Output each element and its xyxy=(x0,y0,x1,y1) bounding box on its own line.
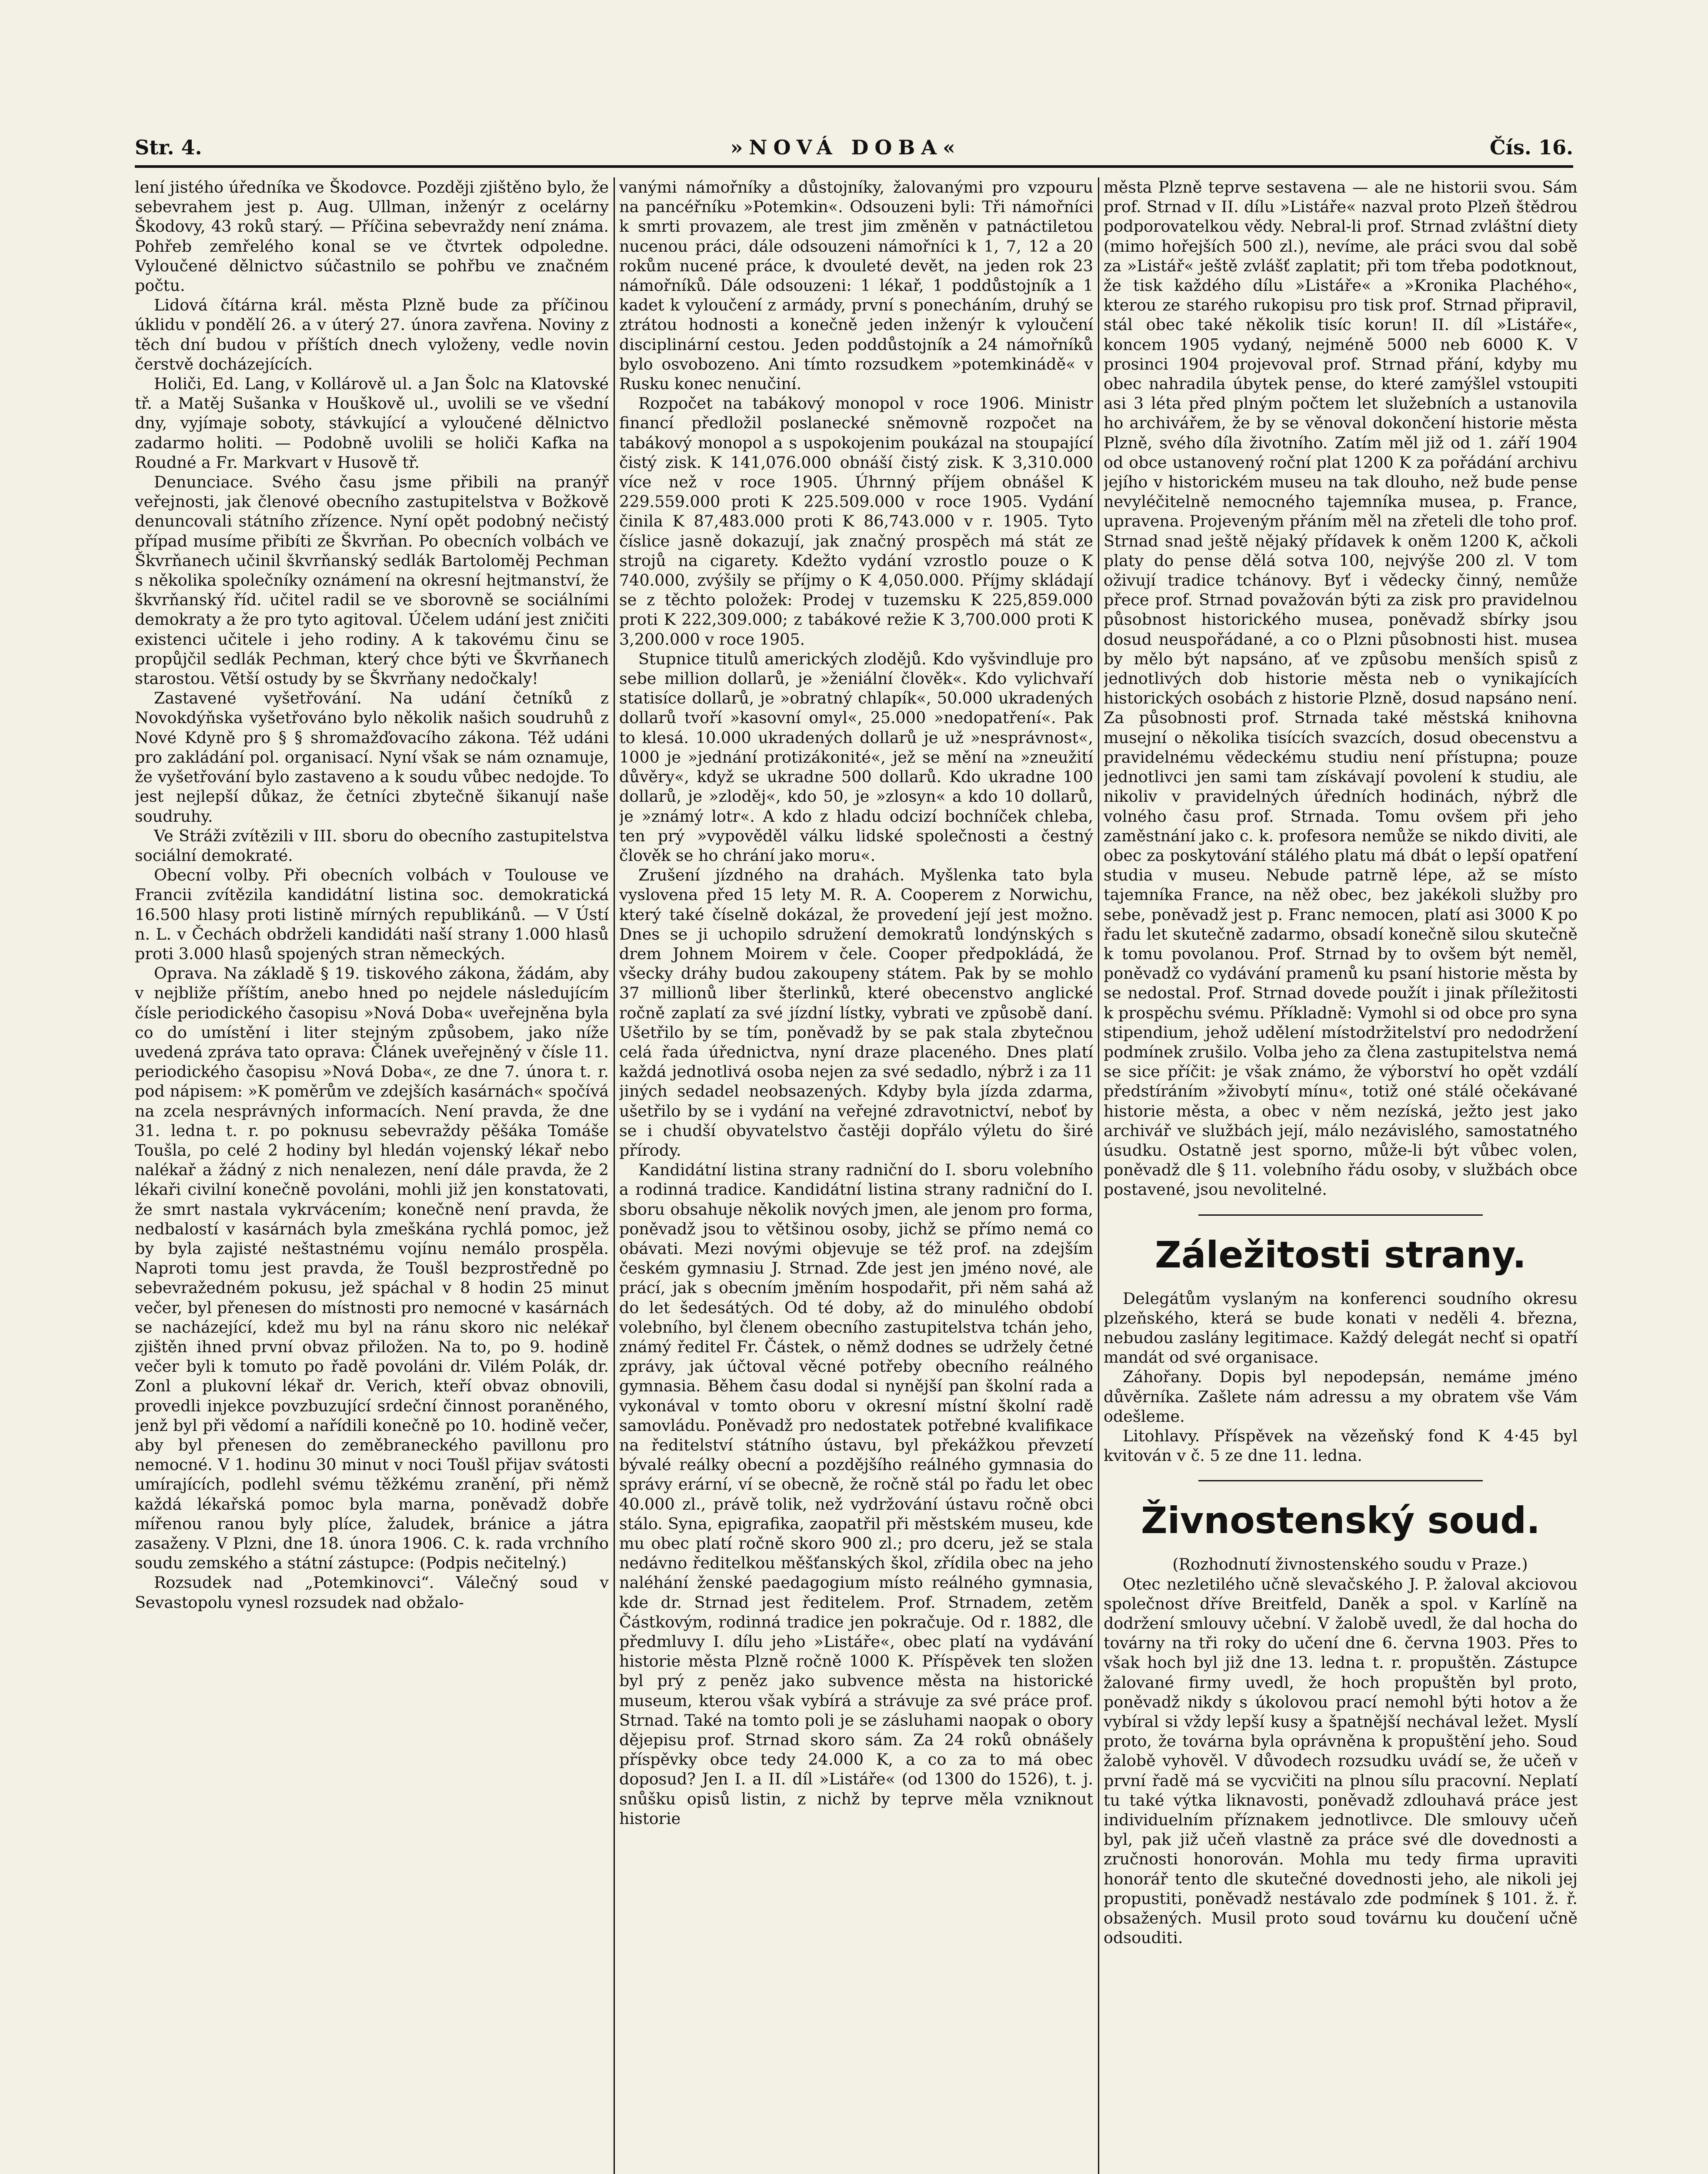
article-paragraph: Ve Stráži zvítězili v III. sboru do obecního zastupitelstva sociální demokraté. xyxy=(135,826,609,865)
party-notice: Delegátům vyslaným na konferenci soudního okresu plzeňského, která se bude konati v neděli 4. března, nebudou zaslány legitimace. Každý delegát nechť si opatří mandát od své organisace. xyxy=(1104,1289,1578,1367)
party-notice: Záhořany. Dopis byl nepodepsán, nemáme jméno důvěrníka. Zašlete nám adressu a my obratem vše Vám odešleme. xyxy=(1104,1367,1578,1426)
section-heading-court: Živnostenský soud. xyxy=(1141,1499,1541,1542)
article-paragraph: Rozsudek nad „Potemkinovci“. Válečný soud v Sevastopolu vynesl rozsudek nad obžalo- xyxy=(135,1573,609,1612)
article-paragraph: Holiči, Ed. Lang, v Kollárově ul. a Jan Šolc na Klatovské tř. a Matěj Sušanka v Houškově ul., uvolili se ve všední dny, vyjímaje soboty, stávkující a vyloučené dělnictvo zadarmo holiti. — Podobně uvolili se holiči Kafka na Roudné a Fr. Markvart v Husově tř. xyxy=(135,374,609,472)
article-paragraph: Oprava. Na základě § 19. tiskového zákona, žádám, aby v nejbliže příštím, anebo hned po nejdele následujícím čísle periodického časopisu »Nová Doba« uveřejněna byla co do umístění i liter stejným způsobem, jako níže uvedená zpráva tato oprava: Článek uveřejněný v čísle 11. periodického časopisu »Nová Doba«, ze dne 7. února t. r. pod nápisem: »K poměrům ve zdejších kasárnách« spočívá na zcela nesprávných informacích. Není pravda, že dne 31. ledna t. r. po poknusu sebevraždy pěšáka Tomáše Toušla, po celé 2 hodiny byl hledán vojenský lékař nebo nalékař a žádný z nich nenalezen, není dále pravda, že 2 lékaři civilní konečně povoláni, mohli již jen konstatovati, že smrt nastala vykrvácením; konečně není pravda, že nedbalostí v kasárnách byla zmeškána rychlá pomoc, jež by byla zajisté neštastnému vojínu nemálo prospěla. Naproti tomu jest pravda, že Toušl bezprostředně po sebevražedném pokusu, jež spáchal v 8 hodin 25 minut večer, byl přenesen do místnosti pro nemocné v kasárnách se nacházející, kdež mu byl na ránu skoro nic nelékař zjištěn ihned první obvaz přiložen. Na to, po 9. hodině večer byli k tomuto po řadě povoláni dr. Vilém Polák, dr. Zonl a plukovní lékař dr. Verich, kteří obvaz obnovili, provedli injekce povzbuzující srdeční činnost poraněného, jenž byl při vědomí a nařídili konečně po 10. hodině večer, aby byl přenesen do zeměbraneckého pavillonu pro nemocné. V 1. hodinu 30 minut v noci Toušl přijav svátosti umírajících, podlehl svému těžkému zranění, při němž každá lékařská pomoc byla marna, poněvadž dobře mířenou ranou byly plíce, žaludek, bránice a játra zasaženy. V Plzni, dne 18. února 1906. C. k. rada vrchního soudu zemského a státní zástupce: (Podpis nečitelný.) xyxy=(135,964,609,1573)
court-text: Otec nezletilého učně slevačského J. P. žaloval akciovou společnost dříve Breitfeld, Daněk a spol. v Karlíně na dodržení smlouvy učební. V žalobě uvedl, že dal hocha do továrny na tři roky do učení dne 6. června 1903. Přes to však hoch byl již dne 13. ledna t. r. propuštěn. Zástupce žalované firmy uvedl, že hoch propuštěn byl proto, poněvadž nikdy s úkolovou prací nemohl býti hotov a že vybíral si vždy lepší kusy a špatnější nechával ležet. Myslí proto, že továrna byla oprávněna k propuštění jeho. Soud žalobě vyhověl. V důvodech rozsudku uvádí se, že učeň v první řadě má se vycvičiti na plnou sílu pracovní. Neplatí tu také výtka liknavosti, poněvadž zdlouhavá práce jest individuelním příznakem jednotlivce. Dle smlouvy učeň byl, pak již učeň vlastně za práce své dle dovednosti a zručnosti honorován. Mohla mu tedy firma upraviti honorář tento dle skutečné dovednosti jeho, ale nikoli jej propustiti, poněvadž nestávalo zde podmínek § 101. ž. ř. obsažených. Musil proto soud továrnu ku doučení učně odsouditi. xyxy=(1104,1574,1578,1947)
article-paragraph: Denunciace. Svého času jsme přibili na pranýř veřejnosti, jak členové obecního zastupitelstva v Božkově denuncovali státního zřízence. Nyní opět podobný nečistý případ musíme přibíti ze Škvrňan. Po obecních volbách ve Škvrňanech učinil škvrňanský sedlák Bartoloměj Pechman s několika společníky oznámení na okresní hejtmanství, že škvrňanský říd. učitel radil se ve sborovně se sociálními demokraty a že pro tyto agitoval. Účelem udání jest zničiti existenci učitele i jeho rodiny. A k takovému činu se propůjčil sedlák Pechman, který chce býti ve Škvrňanech starostou. Větší ostudy by se Škvrňany nedočkaly! xyxy=(135,473,609,688)
column-3 xyxy=(1104,177,1578,2174)
header-rule xyxy=(135,165,1573,168)
article-paragraph: města Plzně teprve sestavena — ale ne historii svou. Sám prof. Strnad v II. dílu »Listáře« nazval proto Plzeň štědrou podporovatelkou vědy. Nebral-li prof. Strnad zvláštní diety (mimo hořejších 500 zl.), nevíme, ale práci svou dal sobě za »Listář« ještě zvlášť zaplatit; při tom třeba podotknout, že tisk každého dílu »Listáře« a »Kronika Plachého«, kterou ze starého rukopisu pro tisk prof. Strnad připravil, stál obec také několik tisíc korun! II. díl »Listáře«, koncem 1905 vydaný, nejméně 5000 neb 6000 K. V prosinci 1904 projevoval prof. Strnad přání, kdyby mu obec nahradila úbytek pense, do které zamýšlel vstoupiti asi 3 léta před plným počtem let služebních a ustanovila ho archivářem, že by se věnoval dokončení historie města Plzně, svého díla životního. Zatím měl již od 1. září 1904 od obce ustanovený roční plat 1200 K za pořádání archivu jejího v historickém museu na tak dlouho, než bude pense nevyléčitelně nemocného tajemníka musea, p. France, upravena. Projeveným přáním měl na zřeteli dle toho prof. Strnad snad ještě nějaký přídavek k oněm 1200 K, ačkoli platy do pense dělá sotva 100, nejvýše 200 zl. V tom oživují tradice tchánovy. Byť i vědecky činný, nemůže přece prof. Strnad považován býti za zisk pro pravidelnou působnost historického musea, poněvadž sbírky jsou dosud neuspořádané, a co o Plzni působnosti hist. musea by mělo být napsáno, ať ve způsobu menších spisů z jednotlivých dob historie města neb o vynikajících historických osobách z historie Plzně, dosud napsáno není. Za působnosti prof. Strnada také městská knihovna musejní o několika tisících svazcích, dosud obecenstvu a pravidelnému vědeckému studiu není přístupna; pouze jednotlivci jen sami tam získávají povolení k studiu, ale nikoliv v pravidelných úředních hodinách, nýbrž dle volného času prof. Strnada. Tomu ovšem při jeho zaměstnání jako c. k. profesora nemůže se nikdo diviti, ale obec za poskytování stálého platu má dbát o lepší opatření studia v museu. Nebude patrně lépe, až se místo tajemníka France, na něž obec, bez jakékoli služby pro sebe, poněvadž jest p. Franc nemocen, platí asi 3000 K po řadu let skutečně zadarmo, obsadí konečně silou skutečně k tomu povolanou. Prof. Strnad by to ovšem být neměl, poněvadž co vydávání pramenů ku psaní historie města by se nedostal. Prof. Strnad dovede použít i jinak příležitosti k prospěchu svému. Příkladně: Vymohl si od obce pro syna stipendium, jehož udělení místodržitelství pro nedodržení podmínek zrušilo. Volba jeho za člena zastupitelstva nemá se sice příčit: je však známo, že výborství ho opět vzdálí předstíráním »živobytí mínu«, totiž oné stálé očekávané historie města, a obec v něm nezíská, ježto jest jako archivář ve službách její, málo nezávislého, samostatného úsudku. Ostatně jest sporno, může-li být vůbec volen, poněvadž dle § 11. volebního řádu osoby, v službách obce postavené, jsou nevolitelné. xyxy=(1104,178,1578,1199)
article-paragraph: Kandidátní listina strany radniční do I. sboru volebního a rodinná tradice. Kandidátní listina strany radniční do I. sboru obsahuje několik nových jmen, ale jenom pro forma, poněvadž jsou to většinou osoby, jichž se přímo nemá co obávati. Mezi novými objevuje se též prof. na zdejším českém gymnasiu J. Strnad. Zde jest jen jméno nové, ale prácí, jak s obecním jměním hospodařit, při něm sahá až do let šedesátých. Od té doby, až do minulého období volebního, byl členem obecního zastupitelstva tchán jeho, známý ředitel Fr. Částek, o němž dodnes se udržely četné zprávy, jak účtoval věcné potřeby obecního reálného gymnasia. Během času dodal si nynější pan školní rada a vykonával v tomto oboru v okresní místní školní radě samovládu. Poněvadž pro nedostatek potřebné kvalifikace na ředitelství státního ústavu, byl překážkou převzetí bývalé reálky obecní a pozdějšího reálného gymnasia do správy erární, ví se obecně, že ročně stál po řadu let obec 40.000 zl., právě tolik, než vydržování ústavu ročně obci stálo. Syna, epigrafika, zaopatřil při městském museu, kde mu obec platí ročně skoro 900 zl.; pro dceru, jež se stala nedávno ředitelkou měšťanských škol, zřídila obec na jeho naléhání ženské paedagogium místo reálného gymnasia, kde dr. Strnad jest ředitelem. Prof. Strnadem, zetěm Částkovým, rodinná tradice jen pokračuje. Od r. 1882, dle předmluvy I. dílu jeho »Listáře«, obec platí na vydávání historie města Plzně ročně 1000 K. Příspěvek ten složen byl prý z peněz jako subvence města na historické museum, kterou však vybírá a strávuje za své práce prof. Strnad. Také na tomto poli je se zásluhami naopak o obory dějepisu prof. Strnad skoro sám. Za 24 roků obnášely příspěvky obce tedy 24.000 K, a co za to má obec doposud? Jen I. a II. díl »Listáře« (od 1300 do 1526), t. j. snůšku opisů listin, z nichž by teprve měla vzniknout historie xyxy=(619,1160,1093,1828)
section-heading-party: Záležitosti strany. xyxy=(1154,1233,1527,1276)
section-divider xyxy=(1198,1214,1483,1216)
article-paragraph: Lidová čítárna král. města Plzně bude za příčinou úklidu v pondělí 26. a v úterý 27. února zavřena. Noviny z těch dní budou v příštích dnech vyloženy, vedle novin čerstvě docházejících. xyxy=(135,296,609,373)
column-divider xyxy=(614,177,615,2174)
article-paragraph: vanými námořníky a důstojníky, žalovanými pro vzpouru na pancéřníku »Potemkin«. Odsouzeni byli: Tři námořníci k smrti provazem, ale trest jim změněn v patnáctiletou nucenou práci, dále odsouzeni námořníci k 1, 7, 12 a 20 rokům nucené práce, k dvouleté devět, na jeden rok 23 námořníků. Dále odsouzeni: 1 lékař, 1 poddůstojník a 1 kadet k vyloučení z armády, první s ponecháním, druhý se ztrátou hodnosti a konečně jeden inženýr k vyloučení disciplinární cestou. Jeden poddůstojník a 24 námořníků bylo osvobozeno. Ani tímto rozsudkem »potemkinádě« v Rusku konec nenučiní. xyxy=(619,178,1093,393)
section-divider xyxy=(1198,1480,1483,1481)
article-paragraph: Stupnice titulů amerických zlodějů. Kdo vyšvindluje pro sebe million dollarů, je »ženiální člověk«. Kdo vylichvaří statisíce dollarů, je »obratný chlapík«, 50.000 ukradených dollarů tvoří »kasovní omyl«, 25.000 »nedopatření«. Pak to klesá. 10.000 ukradených dollarů je už »nesprávnost«, 1000 je »jednání protizákonité«, jež se mění na »zneužití důvěry«, když se ukradne 500 dollarů. Kdo ukradne 100 dollarů, je »zloděj«, kdo 50, je »zlosyn« a kdo 10 dollarů, je »známý lotr«. A kdo z hladu odcizí bochníček chleba, ten prý »vypověděl válku lidské společnosti a čestný člověk se ho chrání jako moru«. xyxy=(619,649,1093,865)
article-paragraph: Zastavené vyšetřování. Na udání četníků z Novokdýňska vyšetřováno bylo několik našich soudruhů z Nové Kdyně pro § § shromažďovacího zákona. Též udáni pro zakládání pol. organisací. Nyní však se nám oznamuje, že vyšetřování bylo zastaveno a k soudu vůbec nedojde. To jest nejlepší důkaz, že četníci zbytečně šikanují naše soudruhy. xyxy=(135,689,609,826)
article-paragraph: lení jistého úředníka ve Škodovce. Později zjištěno bylo, že sebevrahem jest p. Aug. Ullman, inženýr z ocelárny Škodovy, 43 roků starý. — Příčina sebevraždy není známa. Pohřeb zemřelého konal se ve čtvrtek odpoledne. Vyloučené dělnictvo súčastnilo se pohřbu ve značném počtu. xyxy=(135,178,609,295)
newspaper-title: »NOVÁ DOBA« xyxy=(730,136,961,159)
column-1 xyxy=(135,177,609,2174)
page-header xyxy=(135,129,1573,159)
column-2 xyxy=(619,177,1093,2174)
court-subtitle: (Rozhodnutí živnostenského soudu v Praze.) xyxy=(1172,1555,1528,1574)
article-paragraph: Zrušení jízdného na drahách. Myšlenka tato byla vyslovena před 15 lety M. R. A. Cooperem z Norwichu, který také číselně dokázal, že provedení její jest možno. Dnes se ji uchopilo sdružení demokratů londýnských s drem Johnem Moirem v čele. Cooper předpokládá, že všecky dráhy budou zakoupeny státem. Pak by se mohlo 37 millionů liber šterlinků, které obecenstvo anglické ročně zaplatí za své jízdní lístky, vybrati ve způsobě daní. Ušetřilo by se tím, poněvadž by se pak stala zbytečnou celá řada úřednictva, nyní draze placeného. Dnes platí každá jednotlivá osoba nejen za své sedadlo, nýbrž i za 11 jiných sedadel neobsazených. Kdyby byla jízda zdarma, ušetřilo by se i vydání na veřejné zdravotnictví, neboť by se i chudší obyvatelstvo častěji dopřálo výletu do širé přírody. xyxy=(619,866,1093,1160)
page-number: Str. 4. xyxy=(135,136,202,159)
party-notice: Litohlavy. Příspěvek na vězeňský fond K 4·45 byl kvitován v č. 5 ze dne 11. ledna. xyxy=(1104,1426,1578,1465)
article-paragraph: Rozpočet na tabákový monopol v roce 1906. Ministr financí předložil poslanecké sněmovně rozpočet na tabákový monopol a s uspokojenim poukázal na stoupající čistý zisk. K 141,076.000 obnáší čistý zisk. K 3,310.000 více než v roce 1905. Úhrnný příjem obnášel K 229.559.000 proti K 225.509.000 v roce 1905. Vydání činila K 87,483.000 proti K 86,743.000 v r. 1905. Tyto číslice jasně dokazují, jak značný prospěch má stát ze strojů na cigarety. Kdežto vydání vzrostlo pouze o K 740.000, zvýšily se příjmy o K 4,050.000. Příjmy skládají se z těchto položek: Prodej v tuzemsku K 225,859.000 proti K 222,309.000; z tabákové režie K 3,700.000 proti K 3,200.000 v roce 1905. xyxy=(619,394,1093,649)
article-paragraph: Obecní volby. Při obecních volbách v Toulouse ve Francii zvítězila kandidátní listina soc. demokratická 16.500 hlasy proti listině mírných republikánů. — V Ústí n. L. v Čechách obdrželi kandidáti naší strany 1.000 hlasů proti 3.000 hlasů spojených stran německých. xyxy=(135,866,609,963)
issue-number: Čís. 16. xyxy=(1489,136,1573,159)
column-divider xyxy=(1098,177,1099,2174)
